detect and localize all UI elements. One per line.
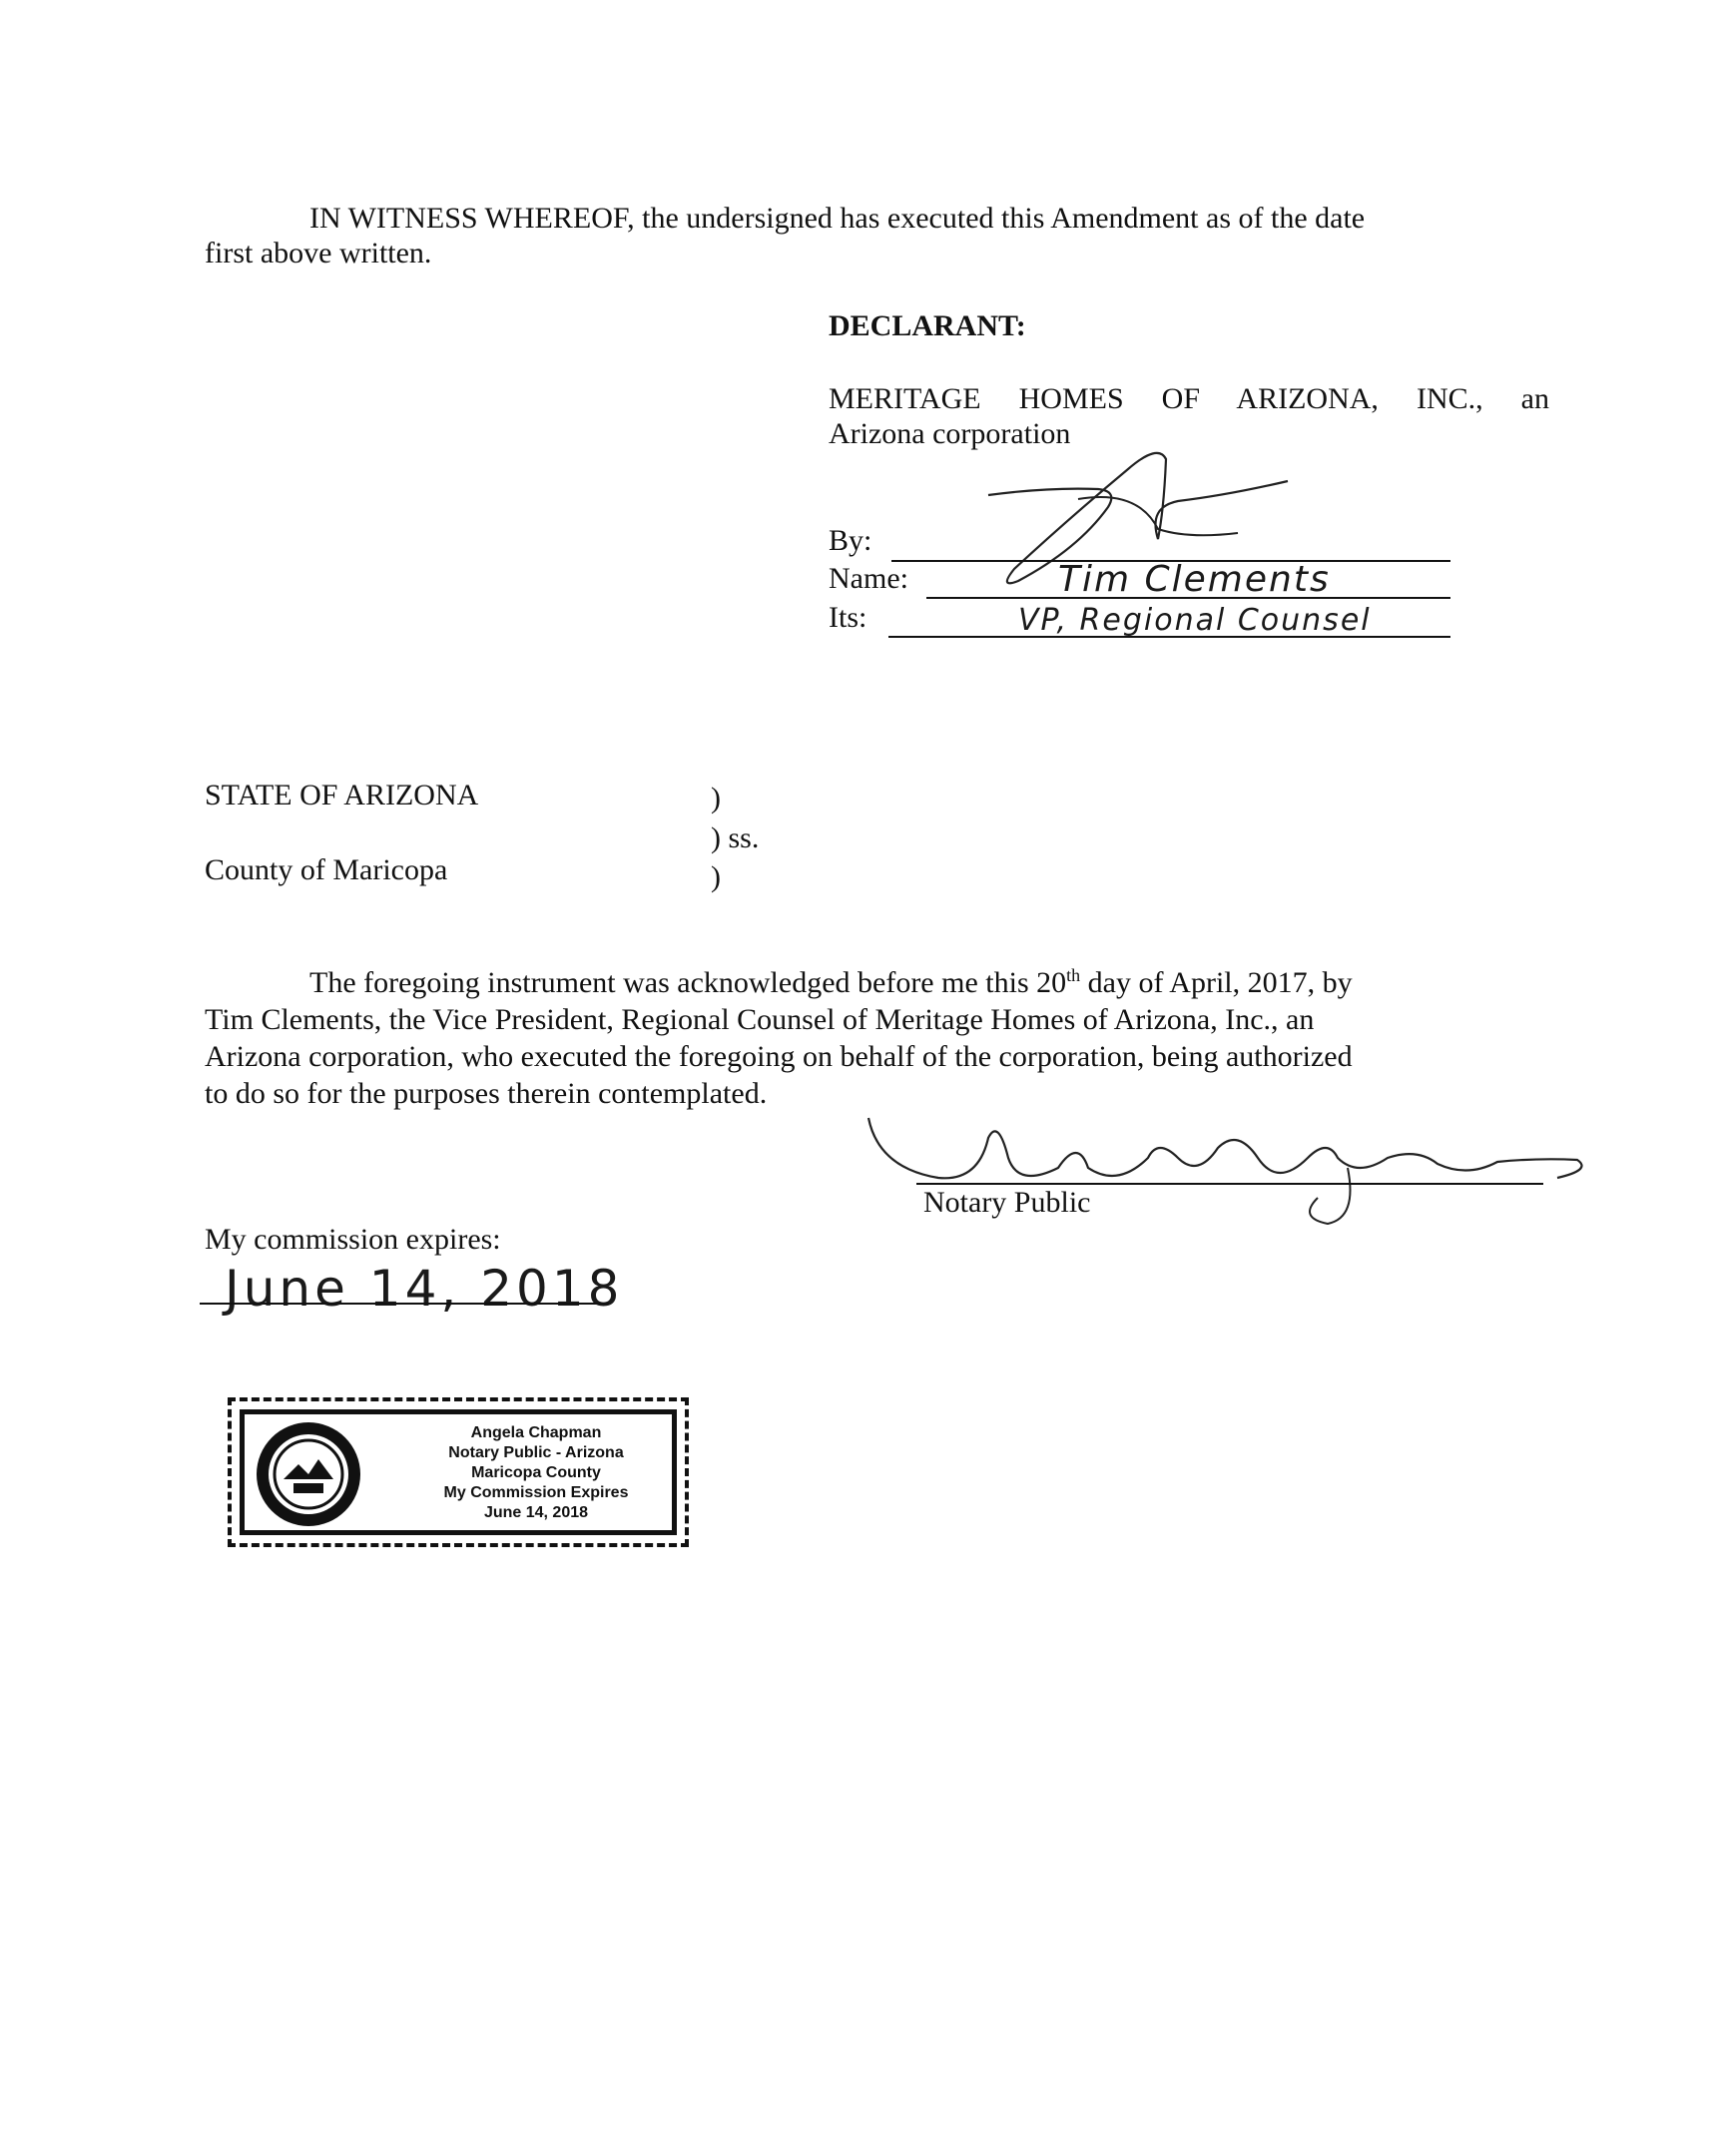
venue-county: County of Maricopa: [205, 853, 448, 886]
ack-line-2: Tim Clements, the Vice President, Regional Counsel of Meritage Homes of Arizona, Inc., an: [205, 1003, 1315, 1036]
name-label: Name:: [829, 562, 908, 595]
its-label: Its:: [829, 601, 867, 634]
its-handwritten: VP, Regional Counsel: [1018, 603, 1372, 638]
notary-signature-line: [916, 1183, 1543, 1185]
stamp-line-1: Angela Chapman: [470, 1424, 602, 1441]
venue-paren-top: ): [711, 782, 721, 814]
stamp-line-5: June 14, 2018: [483, 1504, 589, 1521]
name-handwritten: Tim Clements: [1058, 559, 1331, 600]
declarant-company-line-1: MERITAGE HOMES OF ARIZONA, INC., an: [829, 382, 1549, 415]
notary-public-label: Notary Public: [923, 1186, 1091, 1219]
by-label: By:: [829, 524, 872, 557]
stamp-text: [401, 1423, 671, 1523]
witness-line-2: first above written.: [205, 237, 432, 270]
stamp-line-2: Notary Public - Arizona: [448, 1444, 624, 1461]
notary-stamp: [228, 1397, 689, 1547]
ack-line-4: to do so for the purposes therein contemplated.: [205, 1077, 768, 1110]
venue-state: STATE OF ARIZONA: [205, 779, 479, 811]
commission-date-line: [200, 1303, 609, 1305]
ack-line-3: Arizona corporation, who executed the foregoing on behalf of the corporation, being authorized: [205, 1040, 1353, 1073]
venue-paren-bottom: ): [711, 860, 721, 893]
ack-line-1: The foregoing instrument was acknowledged before me this 20th day of April, 2017, by: [309, 965, 1353, 999]
stamp-line-4: My Commission Expires: [443, 1484, 629, 1501]
commission-label: My commission expires:: [205, 1223, 501, 1256]
declarant-company-line-2: Arizona corporation: [829, 417, 1071, 450]
stamp-line-3: Maricopa County: [471, 1464, 601, 1481]
commission-date-handwritten: June 14, 2018: [225, 1260, 624, 1318]
venue-paren-ss: ) ss.: [711, 821, 760, 854]
witness-line-1: IN WITNESS WHEREOF, the undersigned has executed this Amendment as of the date: [309, 202, 1366, 235]
declarant-heading: DECLARANT:: [829, 309, 1026, 342]
arizona-seal-icon: [254, 1419, 363, 1529]
